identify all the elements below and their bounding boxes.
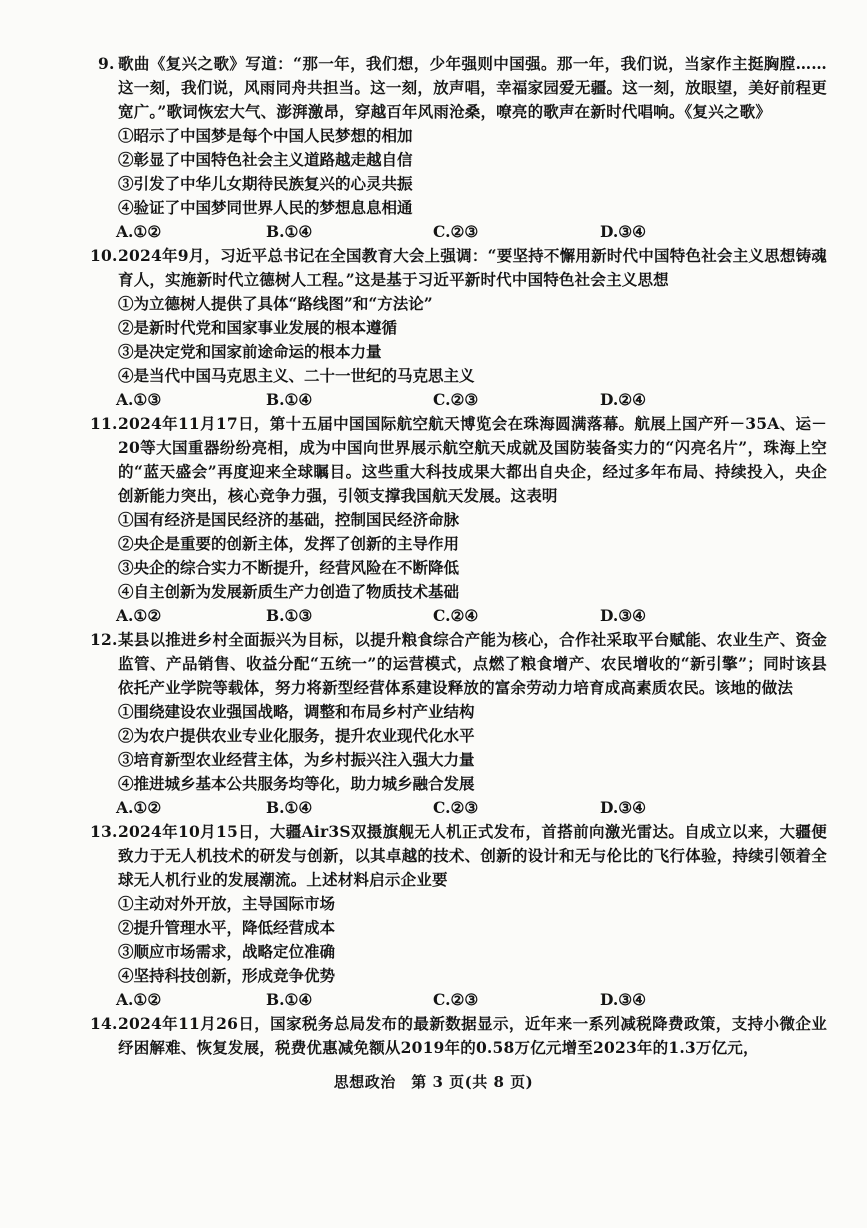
option-3: ③引发了中华儿女期待民族复兴的心灵共振 (118, 174, 413, 193)
option-3: ③顺应市场需求，战略定位准确 (118, 942, 336, 961)
choice-d: D.③④ (600, 222, 647, 241)
question-number: 10. (90, 246, 118, 265)
option-1: ①国有经济是国民经济的基础，控制国民经济命脉 (118, 510, 460, 529)
choice-b: B.①③ (266, 606, 313, 625)
choice-c: C.②④ (433, 606, 479, 625)
question-stem (90, 1012, 827, 1060)
option-1: ①围绕建设农业强国战略，调整和布局乡村产业结构 (118, 702, 475, 721)
page-footer: 思想政治 第 3 页(共 8 页) (333, 1073, 534, 1091)
choice-c: C.②③ (433, 222, 479, 241)
question-text: 2024年11月17日，第十五届中国国际航空航天博览会在珠海圆满落幕。航展上国产歼－35A、运－20等大国重器纷纷亮相，成为中国向世界展示航空航天成就及国防装备实力的“闪亮名片”，珠海上空的“蓝天盛会”再度迎来全球瞩目。这些重大科技成果大都出自央企，经过多年布局、持续投入，央企创新能力突出，核心竞争力强，引领支撑我国航天发展。这表明 (118, 414, 827, 505)
option-1: ①昭示了中国梦是每个中国人民梦想的相加 (118, 126, 413, 145)
question-10 (90, 244, 827, 412)
question-text: 歌曲《复兴之歌》写道：“那一年，我们想，少年强则中国强。那一年，我们说，当家作主挺胸膛……这一刻，我们说，风雨同舟共担当。这一刻，放声唱，幸福家园爱无疆。这一刻，放眼望，美好前程更宽广。”歌词恢宏大气、澎湃激昂，穿越百年风雨沧桑，嘹亮的歌声在新时代唱响。《复兴之歌》 (118, 54, 827, 121)
answer-choices (116, 988, 827, 1012)
choice-d: D.③④ (600, 990, 647, 1009)
option-2: ②为农户提供农业专业化服务，提升农业现代化水平 (118, 726, 475, 745)
choice-a: A.①② (116, 222, 162, 241)
choice-d: D.③④ (600, 798, 647, 817)
option-1: ①主动对外开放，主导国际市场 (118, 894, 336, 913)
choice-c: C.②③ (433, 798, 479, 817)
answer-choices (116, 796, 827, 820)
option-4: ④坚持科技创新，形成竞争优势 (118, 966, 336, 985)
option-2: ②是新时代党和国家事业发展的根本遵循 (118, 318, 398, 337)
question-stem (90, 628, 827, 700)
question-text: 2024年11月26日，国家税务总局发布的最新数据显示，近年来一系列减税降费政策，支持小微企业纾困解难、恢复发展，税费优惠减免额从2019年的0.58万亿元增至2023年的1.3万亿元， (118, 1014, 827, 1057)
choice-a: A.①③ (116, 390, 162, 409)
question-11 (90, 412, 827, 628)
choice-c: C.②③ (433, 990, 479, 1009)
choice-b: B.①④ (266, 390, 313, 409)
question-text: 2024年10月15日，大疆Air3S双摄旗舰无人机正式发布，首搭前向激光雷达。自成立以来，大疆便致力于无人机技术的研发与创新，以其卓越的技术、创新的设计和无与伦比的飞行体验，持续引领着全球无人机行业的发展潮流。上述材料启示企业要 (118, 822, 827, 889)
option-3: ③培育新型农业经营主体，为乡村振兴注入强大力量 (118, 750, 475, 769)
option-4: ④自主创新为发展新质生产力创造了物质技术基础 (118, 582, 460, 601)
option-3: ③是决定党和国家前途命运的根本力量 (118, 342, 382, 361)
question-stem (90, 412, 827, 508)
answer-choices (116, 604, 827, 628)
question-14 (90, 1012, 827, 1060)
option-2: ②央企是重要的创新主体，发挥了创新的主导作用 (118, 534, 460, 553)
option-3: ③央企的综合实力不断提升，经营风险在不断降低 (118, 558, 460, 577)
question-stem (98, 52, 827, 124)
choice-a: A.①② (116, 798, 162, 817)
question-number: 9. (98, 54, 115, 73)
choice-a: A.①② (116, 990, 162, 1009)
choice-c: C.②③ (433, 390, 479, 409)
choice-d: D.②④ (600, 390, 647, 409)
question-number: 14. (90, 1014, 118, 1033)
question-number: 12. (90, 630, 118, 649)
question-13 (90, 820, 827, 1012)
choice-d: D.③④ (600, 606, 647, 625)
option-2: ②提升管理水平，降低经营成本 (118, 918, 336, 937)
question-number: 11. (90, 414, 118, 433)
option-4: ④推进城乡基本公共服务均等化，助力城乡融合发展 (118, 774, 475, 793)
question-text: 2024年9月，习近平总书记在全国教育大会上强调：“要坚持不懈用新时代中国特色社会主义思想铸魂育人，实施新时代立德树人工程。”这是基于习近平新时代中国特色社会主义思想 (118, 246, 827, 289)
choice-b: B.①④ (266, 222, 313, 241)
answer-choices (116, 388, 827, 412)
option-4: ④是当代中国马克思主义、二十一世纪的马克思主义 (118, 366, 475, 385)
answer-choices (116, 220, 827, 244)
question-text: 某县以推进乡村全面振兴为目标，以提升粮食综合产能为核心，合作社采取平台赋能、农业生产、资金监管、产品销售、收益分配“五统一”的运营模式，点燃了粮食增产、农民增收的“新引擎”；同时该县依托产业学院等载体，努力将新型经营体系建设释放的富余劳动力培育成高素质农民。该地的做法 (118, 630, 827, 697)
choice-b: B.①④ (266, 990, 313, 1009)
choice-a: A.①② (116, 606, 162, 625)
question-number: 13. (90, 822, 118, 841)
option-4: ④验证了中国梦同世界人民的梦想息息相通 (118, 198, 413, 217)
question-stem (90, 244, 827, 292)
option-2: ②彰显了中国特色社会主义道路越走越自信 (118, 150, 413, 169)
choice-b: B.①④ (266, 798, 313, 817)
question-stem (90, 820, 827, 892)
question-9 (98, 52, 827, 244)
option-1: ①为立德树人提供了具体“路线图”和“方法论” (118, 294, 433, 313)
question-12 (90, 628, 827, 820)
